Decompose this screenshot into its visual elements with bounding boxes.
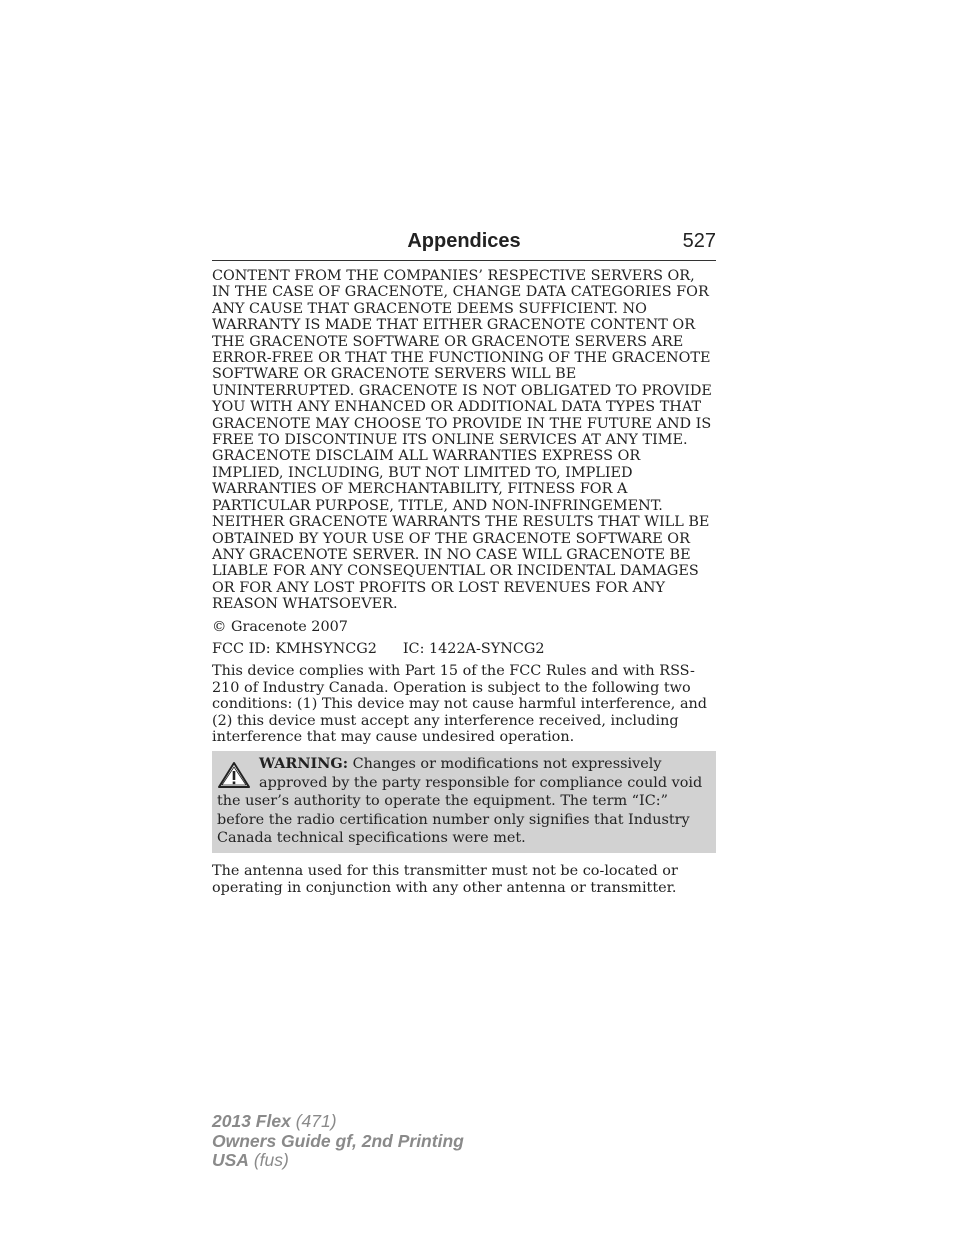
page-number: 527 <box>682 230 716 252</box>
disclaimer-paragraph: CONTENT FROM THE COMPANIES’ RESPECTIVE SERVERS OR, IN THE CASE OF GRACENOTE, CHANGE DATA CATEGORIES FOR ANY CAUSE THAT GRACENOTE DEEMS SUFFICIENT. NO WARRANTY IS MADE THAT EITHER GRACENOTE CONTENT OR THE GRACENOTE SOFTWARE OR GRACENOTE SERVERS ARE ERROR-FREE OR THAT THE FUNCTIONING OF THE GRACENOTE SOFTWARE OR GRACENOTE SERVERS WILL BE UNINTERRUPTED. GRACENOTE IS NOT OBLIGATED TO PROVIDE YOU WITH ANY ENHANCED OR ADDITIONAL DATA TYPES THAT GRACENOTE MAY CHOOSE TO PROVIDE IN THE FUTURE AND IS FREE TO DISCONTINUE ITS ONLINE SERVICES AT ANY TIME. GRACENOTE DISCLAIM ALL WARRANTIES EXPRESS OR IMPLIED, INCLUDING, BUT NOT LIMITED TO, IMPLIED WARRANTIES OF MERCHANTABILITY, FITNESS FOR A PARTICULAR PURPOSE, TITLE, AND NON-INFRINGEMENT. NEITHER GRACENOTE WARRANTS THE RESULTS THAT WILL BE OBTAINED BY YOUR USE OF THE GRACENOTE SOFTWARE OR ANY GRACENOTE SERVER. IN NO CASE WILL GRACENOTE BE LIABLE FOR ANY CONSEQUENTIAL OR INCIDENTAL DAMAGES OR FOR ANY LOST PROFITS OR LOST REVENUES FOR ANY REASON WHATSOEVER. <box>212 268 712 613</box>
footer-line-1 <box>212 1112 464 1132</box>
compliance-paragraph: This device complies with Part 15 of the FCC Rules and with RSS-210 of Industry Canada. Operation is subject to the following two conditions: (1) This device may not cause harmful interference, and (2) this device must accept any interference received, including interference that may cause undesired operation. <box>212 663 708 745</box>
footer-line-2: Owners Guide gf, 2nd Printing <box>212 1130 464 1151</box>
fcc-line <box>212 641 716 657</box>
footer-model-code: (471) <box>295 1111 337 1131</box>
warning-box <box>212 751 716 853</box>
ic-id: IC: 1422A-SYNCG2 <box>402 640 545 657</box>
warning-text: Changes or modifications not expressively approved by the party responsible for compliance could void the user’s authority to operate the equipment. The term “IC:” before the radio certification number only signifies that Industry Canada technical specifications were met. <box>217 756 703 846</box>
copyright-line: © Gracenote 2007 <box>212 618 348 635</box>
page-header <box>212 230 716 261</box>
warning-text-block <box>217 755 708 847</box>
warning-label: WARNING: <box>259 755 349 773</box>
footer-region-code: (fus) <box>253 1150 289 1170</box>
warning-triangle-icon <box>217 761 251 789</box>
footer-region: USA <box>212 1150 249 1170</box>
antenna-paragraph: The antenna used for this transmitter must not be co-located or operating in conjunction with any other antenna or transmitter. <box>212 863 678 896</box>
page-content <box>212 268 716 902</box>
page-title: Appendices <box>407 230 521 252</box>
footer-line-3 <box>212 1151 464 1171</box>
fcc-id: FCC ID: KMHSYNCG2 <box>212 640 377 657</box>
footer-model: 2013 Flex <box>212 1111 291 1131</box>
page-footer <box>212 1112 464 1171</box>
